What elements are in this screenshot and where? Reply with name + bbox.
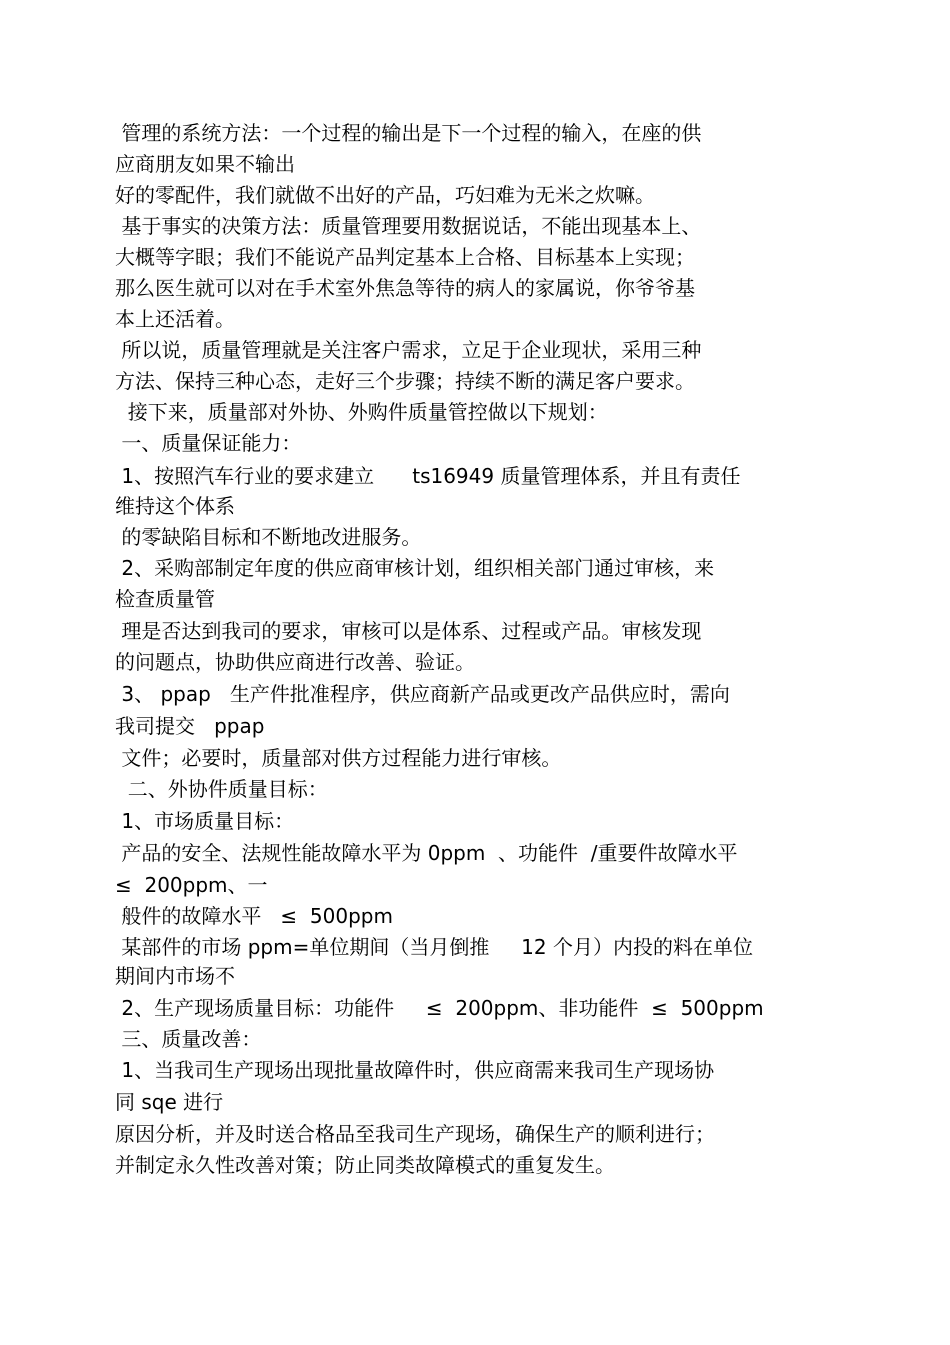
section-heading: 三、质量改善： (115, 1027, 262, 1051)
text-line: 1、市场质量目标： (115, 809, 295, 833)
text-line: 检查质量管 (115, 587, 215, 611)
text-line: 所以说，质量管理就是关注客户需求，立足于企业现状，采用三种 (115, 338, 702, 362)
text-line: 文件；必要时，质量部对供方过程能力进行审核。 (115, 746, 562, 770)
text-line: 基于事实的决策方法：质量管理要用数据说话，不能出现基本上、 (115, 214, 702, 238)
text-line: 产品的安全、法规性能故障水平为 0ppm 、功能件 /重要件故障水平 (115, 841, 738, 865)
text-line: 般件的故障水平 ≤ 500ppm (115, 904, 393, 928)
text-line: 2、采购部制定年度的供应商审核计划，组织相关部门通过审核，来 (115, 556, 715, 580)
text-line: 理是否达到我司的要求，审核可以是体系、过程或产品。审核发现 (115, 619, 702, 643)
text-line: 维持这个体系 (115, 494, 235, 518)
text-line: 的问题点，协助供应商进行改善、验证。 (115, 650, 475, 674)
text-line: 期间内市场不 (115, 964, 235, 988)
text-line: 的零缺陷目标和不断地改进服务。 (115, 525, 422, 549)
text-line: 应商朋友如果不输出 (115, 152, 295, 176)
text-line: 大概等字眼；我们不能说产品判定基本上合格、目标基本上实现； (115, 245, 695, 269)
text-line: 我司提交 ppap (115, 714, 265, 738)
text-line: 好的零配件，我们就做不出好的产品，巧妇难为无米之炊嘛。 (115, 183, 655, 207)
text-line: 3、 ppap 生产件批准程序，供应商新产品或更改产品供应时，需向 (115, 682, 730, 706)
text-line: 那么医生就可以对在手术室外焦急等待的病人的家属说，你爷爷基 (115, 276, 695, 300)
text-line: 某部件的市场 ppm=单位期间（当月倒推 12 个月）内投的料在单位 (115, 935, 753, 959)
text-line: 同 sqe 进行 (115, 1090, 224, 1114)
text-line: 本上还活着。 (115, 307, 235, 331)
text-line: 接下来，质量部对外协、外购件质量管控做以下规划： (115, 400, 608, 424)
text-line: 管理的系统方法：一个过程的输出是下一个过程的输入，在座的供 (115, 121, 702, 145)
section-heading: 二、外协件质量目标： (115, 777, 328, 801)
text-line: 并制定永久性改善对策；防止同类故障模式的重复发生。 (115, 1153, 615, 1177)
text-line: 2、生产现场质量目标：功能件 ≤ 200ppm、非功能件 ≤ 500ppm (115, 996, 764, 1020)
text-line: ≤ 200ppm、一 (115, 873, 268, 897)
text-line: 方法、保持三种心态，走好三个步骤；持续不断的满足客户要求。 (115, 369, 695, 393)
section-heading: 一、质量保证能力： (115, 431, 302, 455)
text-line: 1、当我司生产现场出现批量故障件时，供应商需来我司生产现场协 (115, 1058, 715, 1082)
text-line: 1、按照汽车行业的要求建立 ts16949 质量管理体系，并且有责任 (115, 464, 741, 488)
text-line: 原因分析，并及时送合格品至我司生产现场，确保生产的顺利进行； (115, 1122, 715, 1146)
